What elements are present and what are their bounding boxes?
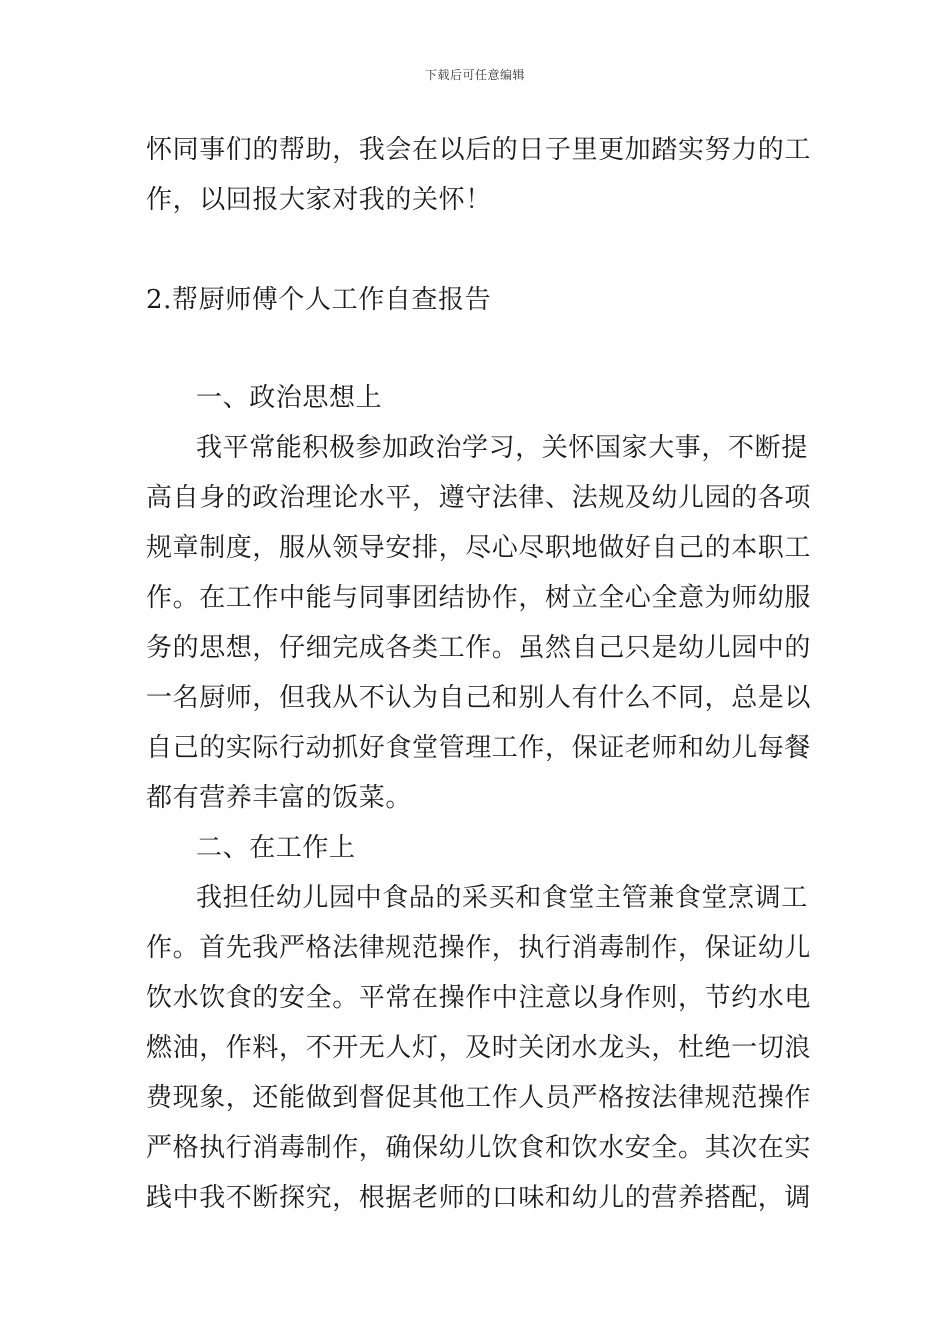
para-2-line-7: 践中我不断探究，根据老师的口味和幼儿的营养搭配，调 [146,1183,812,1213]
heading-work: 二、在工作上 [196,833,356,863]
para-1-line-8: 都有营养丰富的饭菜。 [146,783,413,813]
para-1-line-4: 作。在工作中能与同事团结协作，树立全心全意为师幼服 [146,583,812,613]
para-2-line-6: 严格执行消毒制作，确保幼儿饮食和饮水安全。其次在实 [146,1133,812,1163]
para-2-line-1: 我担任幼儿园中食品的采买和食堂主管兼食堂烹调工 [196,883,808,913]
heading-political: 一、政治思想上 [196,383,383,413]
para-1-line-7: 自己的实际行动抓好食堂管理工作，保证老师和幼儿每餐 [146,733,812,763]
para-1-line-1: 我平常能积极参加政治学习，关怀国家大事，不断提 [196,433,808,463]
para-2-line-3: 饮水饮食的安全。平常在操作中注意以身作则，节约水电 [146,983,812,1013]
para-1-line-5: 务的思想，仔细完成各类工作。虽然自己只是幼儿园中的 [146,633,812,663]
para-2-line-2: 作。首先我严格法律规范操作，执行消毒制作，保证幼儿 [146,933,812,963]
page-header: 下载后可任意编辑 [424,68,525,82]
para-1-line-2: 高自身的政治理论水平，遵守法律、法规及幼儿园的各项 [146,483,812,513]
para-1-line-6: 一名厨师，但我从不认为自己和别人有什么不同，总是以 [146,683,812,713]
para-1-line-3: 规章制度，服从领导安排，尽心尽职地做好自己的本职工 [146,533,812,563]
para-2-line-4: 燃油，作料，不开无人灯，及时关闭水龙头，杜绝一切浪 [146,1033,812,1063]
intro-line-2: 作，以回报大家对我的关怀！ [146,185,492,215]
para-2-line-5: 费现象，还能做到督促其他工作人员严格按法律规范操作 [146,1083,812,1113]
intro-line-1: 怀同事们的帮助，我会在以后的日子里更加踏实努力的工 [146,135,812,165]
section-title: 2.帮厨师傅个人工作自查报告 [146,285,492,315]
